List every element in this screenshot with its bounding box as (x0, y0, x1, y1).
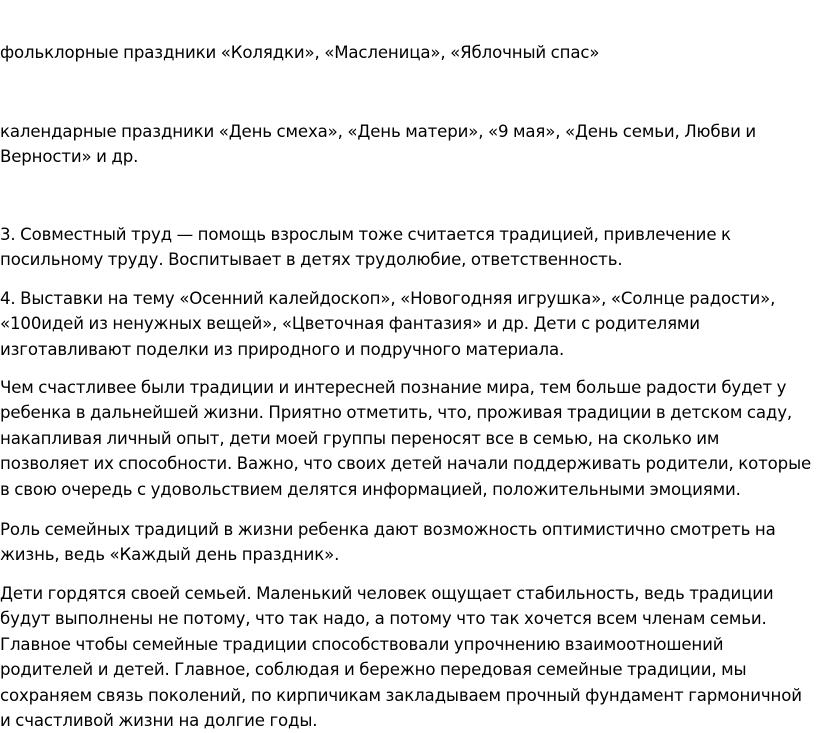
paragraph-children-pride: Дети гордятся своей семьей. Маленький человек ощущает стабильность, ведь традиции будут выполнены не потому, что так надо, а потому что так хочется всем членам семьи. Главное чтобы семейные традиции способствовали упрочнению взаимоотношений родителей и детей. Главное, соблюдая и бережно передовая семейные традиции, мы сохраняем связь поколений, по кирпичикам закладываем прочный фундамент гармоничной и счастливой жизни на долгие годы. (0, 584, 802, 731)
paragraph-calendar-holidays: календарные праздники «День смеха», «День матери», «9 мая», «День семьи, Любви и Верности» и др. (0, 122, 756, 167)
paragraph-joint-work: 3. Совместный труд — помощь взрослым тоже считается традицией, привлечение к посильному труду. Воспитывает в детях трудолюбие, ответственность. (0, 225, 731, 270)
paragraph-exhibitions: 4. Выставки на тему «Осенний калейдоскоп», «Новогодняя игрушка», «Солнце радости», «100идей из ненужных вещей», «Цветочная фантазия» и др. Дети с родителями изготавливают поделки из природного и подручного материала. (0, 289, 776, 359)
paragraph-folk-holidays: фольклорные праздники «Колядки», «Масленица», «Яблочный спас» (0, 43, 600, 62)
paragraph-traditions-joy: Чем счастливее были традиции и интересней познание мира, тем больше радости будет у ребенка в дальнейшей жизни. Приятно отметить, что, проживая традиции в детском саду, накапливая личный опыт, дети моей группы переносят все в семью, на сколько им позволяет их способности. Важно, что своих детей начали поддерживать родители, которые в свою очередь с удовольствием делятся информацией, положительными эмоциями. (0, 378, 812, 499)
paragraph-family-traditions-role: Роль семейных традиций в жизни ребенка дают возможность оптимистично смотреть на жизнь, ведь «Каждый день праздник». (0, 520, 776, 565)
